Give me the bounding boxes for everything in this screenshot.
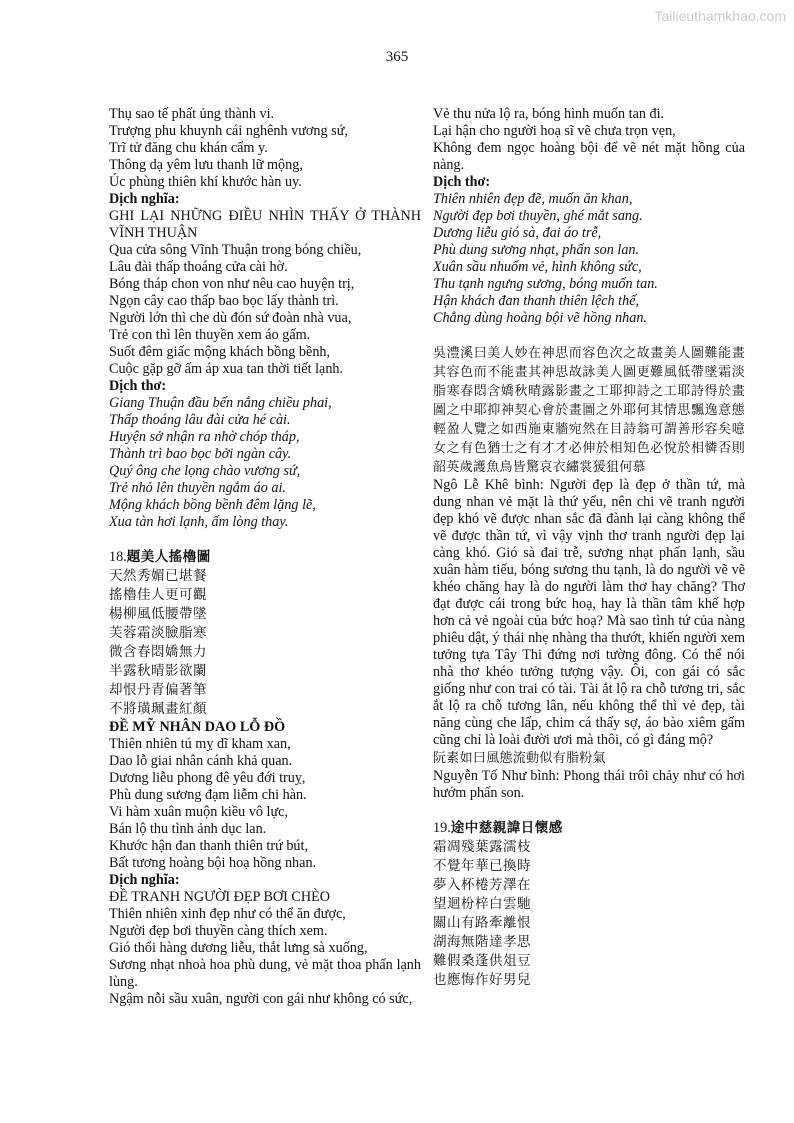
verse-line: Thành trì bao bọc bởi ngàn cây. [109,446,292,462]
meaning-line: Trẻ con thì lên thuyền xem áo gấm. [109,327,311,343]
verse-line: Hận khách đan thanh thiên lệch thế, [433,293,640,309]
han-line: 霜凋殘葉露濡枝 [433,839,531,855]
meaning-line: Người đẹp bơi thuyền càng thích xem. [109,923,328,939]
han-line: 却恨丹青偏著筆 [109,682,207,698]
poem-line: Thông dạ yêm lưu thanh lữ mộng, [109,157,303,173]
meaning-label: Dịch nghĩa [109,191,175,207]
meaning-label: Dịch nghĩa [109,872,175,888]
han-line: 楊柳風低腰帶墜 [109,606,207,622]
poem-line: Bất tương hoàng bội hoạ hồng nhan. [109,855,317,871]
poem-line: Thiên nhiên tú mỵ dĩ kham xan, [109,736,291,752]
meaning-line: Ngậm nỗi sầu xuân, người con gái như không có sức, [109,991,413,1007]
verse-line: Chẳng dùng hoàng bội vẽ hồng nhan. [433,310,647,326]
poem-line: Dương liễu phong đê yêu đới truỵ, [109,770,306,786]
meaning-lines [109,242,421,378]
section-label: Dịch thơ: [433,174,491,190]
verse-line: Xua tàn hơi lạnh, ấm lòng thay. [109,514,289,530]
meaning-continued [433,106,745,174]
han-line: 難假桑蓬供俎豆 [433,953,531,969]
verse-line: Quý ông che lọng chào vương sứ, [109,463,301,479]
meaning-line: Vẻ thu nửa lộ ra, bóng hình muốn tan đi. [433,106,665,122]
poem-line: Úc phùng thiên khí khước hàn uy. [109,174,302,190]
watermark: Tailieuthamkhao.com [654,8,786,24]
meaning-line: Suốt đêm giấc mộng khách bồng bềnh, [109,344,331,360]
han-line: 關山有路牽離恨 [433,915,531,931]
verse-line: Thu tạnh ngưng sương, bóng muốn tan. [433,276,658,292]
poem-line: Vi hàm xuân muộn kiều vô lực, [109,804,289,820]
poem-han [109,567,421,719]
verse-lines [433,191,745,327]
han-line: 也應悔作好男兒 [433,972,531,988]
meaning-title: GHI LẠI NHỮNG ĐIỀU NHÌN THẤY Ở THÀNH VĨNH THUẬN [109,208,421,241]
poem-heading [109,548,421,567]
verse-line: Xuân sầu nhuốm vẻ, hình không sức, [433,259,642,275]
meaning-line: Gió thổi hàng dương liễu, thắt lưng sà xuống, [109,940,368,956]
verse-line: Phù dung sương nhạt, phấn son lan. [433,242,640,258]
meaning-line: Sương nhạt nhoà hoa phù dung, vẻ mặt thoa phấn lạnh lùng. [109,957,421,990]
han-line: 天然秀媚已堪餐 [109,568,207,584]
commentary-han: 吳澧溪曰美人妙在神思而容色次之故畫美人圖難能畫其容色而不能畫其神思故詠美人圖更難風低帶墜霜淡脂寒春悶含嬌秋晴露影畫之工耶抑詩之工耶詩得於畫圖之中耶抑神契心會於畫圖之外耶何其情思飄逸意態輕盈人覽之如西施東牆宛然在目詩翁可謂善形容矣噫女之有色猶士之有才才必伸於相知色必悅於相憐否則韶英歲護魚鳥皆驚哀衣繡裳猨狙何慕 [433,346,745,475]
right-column [433,106,745,990]
commentary2-viet: Nguyễn Tố Như bình: Phong thái trôi chảy như có hơi hướm phấn son. [433,768,745,801]
han-line: 微含春悶嬌無力 [109,644,207,660]
meaning-title: ĐỀ TRANH NGƯỜI ĐẸP BƠI CHÈO [109,889,331,905]
section-label: Dịch thơ: [109,378,167,394]
poem-heading [433,819,745,838]
poem-line: Trượng phu khuynh cái nghênh vương sứ, [109,123,348,139]
commentary-viet: Ngô Lễ Khê bình: Người đẹp là đẹp ở thần tứ, mà dung nhan vẻ mặt là thứ yếu, nên chi vẽ tranh người đẹp khó vẽ được nhan sắc đã đành lại càng không thể vẽ được thần tứ, vì vậy vịnh thơ tranh người đẹp lại càng khó. Gió sà đai trễ, sương nhạt phấn lạnh, sầu xuân hàm tiếu, bóng sương thu tạnh, là do người vẽ vẽ khéo chăng hay là do người làm thơ hay chăng? Thơ đạt được cái trong bức hoạ, hay là thần tâm khế hợp hơn cả vẻ ngoài của bức hoạ? Mà sao tình tứ của nàng phiêu dật, ý thái nhẹ nhàng tha thướt, khiến người xem tưởng tựa Tây Thi đứng nơi tường đông. Có thể nói nhà thơ khéo tưởng tượng vậy. Ôi, con gái có sắc giống như con trai có tài. Tài ắt lộ ra chỗ tương tri, sắc ắt lộ ra chỗ tương lân, nếu không thể thì vẻ đẹp, tài năng cùng che lấp, chim cá thấy sợ, áo bào xiêm gấm cũng chỉ là loài đười ươi mà thôi, có gì đáng mộ? [433,477,745,748]
page-number: 365 [385,49,409,65]
spacer [433,802,745,819]
left-column [109,106,421,1008]
poem-line: Phù dung sương đạm liễm chi hàn. [109,787,307,803]
meaning-line: Bóng tháp chon von như nêu cao huyện trị, [109,276,355,292]
meaning-line: Cuộc gặp gỡ ấm áp xua tan thời tiết lạnh. [109,361,344,377]
meaning-line: Không đem ngọc hoàng bội để vẽ nét mặt hồng của nàng. [433,140,745,173]
poem-number: 18. [109,549,127,565]
verse-label: Dịch thơ [433,174,486,190]
verse-lines [109,395,421,531]
meaning-line: Lâu đài thấp thoáng cửa cài hờ. [109,259,288,275]
meaning-line: Người lớn thì che dù đón sứ đoàn nhà vua, [109,310,352,326]
verse-line: Thấp thoáng lâu đài cửa hé cài. [109,412,291,428]
verse-line: Dương liễu gió sà, đai áo trễ, [433,225,602,241]
poem-line: Khước hận đan thanh thiên trứ bút, [109,838,308,854]
poem-title-han: 途中慈親諱日懷感 [450,820,563,836]
poem-number: 19. [433,820,451,836]
han-line: 湖海無階達孝思 [433,934,531,950]
verse-label: Dịch thơ [109,378,162,394]
poem-line: Bán lộ thu tình ảnh dục lan. [109,821,267,837]
commentary2-han: 阮素如曰風態流動似有脂粉氣 [433,751,606,766]
meaning-line: Ngọn cây cao thấp bao bọc lấy thành trì. [109,293,339,309]
section-label: Dịch nghĩa: [109,191,180,207]
spacer [433,327,745,344]
meaning-line: Thiên nhiên xinh đẹp như có thể ăn được, [109,906,346,922]
poem-viet [109,736,421,872]
verse-line: Thiên nhiên đẹp đẽ, muốn ăn khan, [433,191,633,207]
poem17-tail [109,106,421,191]
verse-line: Mộng khách bồng bềnh đêm lặng lẽ, [109,497,316,513]
verse-line: Trẻ nhỏ lên thuyền ngắm áo ai. [109,480,286,496]
han-line: 夢入杯棬芳澤在 [433,877,531,893]
han-line: 半露秋晴影欲闌 [109,663,207,679]
poem-line: Dao lỗ giai nhân cánh khả quan. [109,753,293,769]
meaning-line: Qua cửa sông Vĩnh Thuận trong bóng chiều, [109,242,362,258]
han-line: 望迴枌梓白雲馳 [433,896,531,912]
meaning-line: Lại hận cho người hoạ sĩ vẽ chưa trọn vẹn, [433,123,676,139]
verse-line: Huyện sở nhận ra nhờ chóp tháp, [109,429,300,445]
spacer [109,531,421,548]
han-line: 不將璜珮畫紅顏 [109,701,207,717]
poem-title-viet: ĐỀ MỸ NHÂN DAO LỖ ĐỒ [109,719,286,735]
poem-title-han: 題美人搖櫓圖 [126,549,211,565]
han-line: 搖櫓佳人更可觀 [109,587,207,603]
han-line: 芙蓉霜淡臉脂寒 [109,625,207,641]
verse-line: Người đẹp bơi thuyền, ghé mắt sang. [433,208,643,224]
han-line: 不覺年華已換時 [433,858,531,874]
poem-line: Trĩ tử đăng chu khán cẩm y. [109,140,268,156]
section-label: Dịch nghĩa: [109,872,180,888]
verse-line: Giang Thuận đầu bến nắng chiều phai, [109,395,332,411]
poem-han [433,838,745,990]
poem-line: Thụ sao tế phất ủng thành vi. [109,106,275,122]
meaning-lines [109,906,421,1008]
